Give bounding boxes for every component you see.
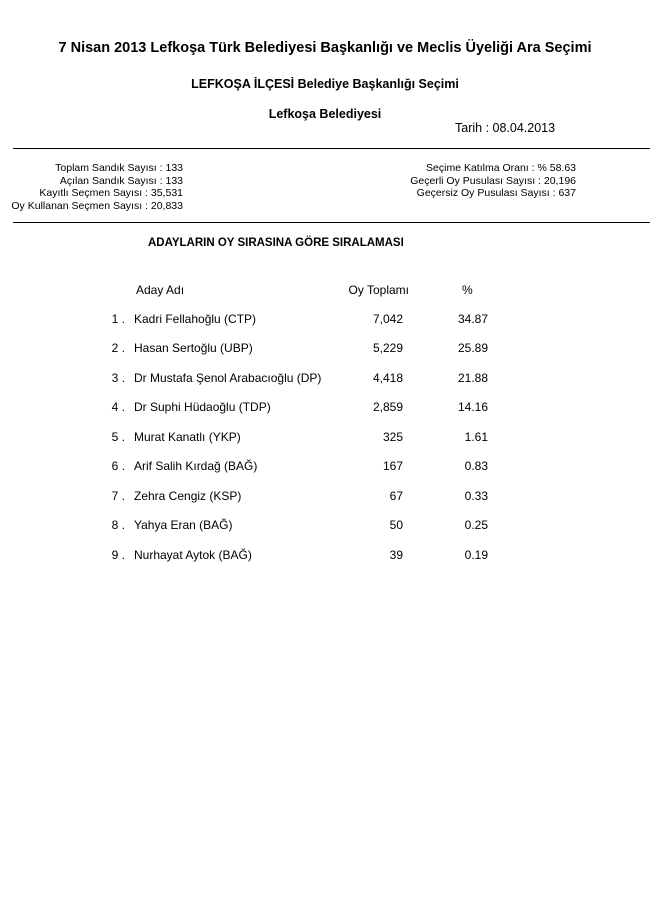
row-rank: 6 . [111,459,125,473]
row-candidate: Nurhayat Aytok (BAĞ) [134,548,252,562]
row-candidate: Kadri Fellahoğlu (CTP) [134,312,257,326]
election-type: Belediye Başkanlığı Seçimi [297,77,459,91]
middle-divider [13,222,650,223]
table-row [0,312,650,330]
row-candidate: Arif Salih Kırdağ (BAĞ) [134,459,258,473]
row-candidate: Dr Mustafa Şenol Arabacıoğlu (DP) [134,371,322,385]
row-percent: 0.83 [464,459,488,473]
stat-invalid-ballots: Geçersiz Oy Pusulası Sayısı : 637 [416,187,576,199]
row-votes: 50 [389,518,403,532]
row-percent: 34.87 [457,312,488,326]
row-votes: 4,418 [372,371,403,385]
ranking-title: ADAYLARIN OY SIRASINA GÖRE SIRALAMASI [148,237,404,249]
col-header-votes: Oy Toplamı [348,283,409,297]
row-percent: 25.89 [457,341,488,355]
stat-valid-ballots: Geçerli Oy Pusulası Sayısı : 20,196 [410,174,576,187]
row-rank: 2 . [111,341,125,355]
row-candidate: Zehra Cengiz (KSP) [134,489,242,503]
table-row [0,489,650,507]
stat-registered-voters: Kayıtlı Seçmen Sayısı : 35,531 [39,187,183,199]
col-header-name: Aday Adı [136,283,185,297]
stats-right-block [410,162,576,200]
row-percent: 0.33 [464,489,488,503]
row-votes: 39 [389,548,403,562]
report-date: Tarih : 08.04.2013 [455,121,556,135]
stat-total-boxes: Toplam Sandık Sayısı : 133 [55,162,183,174]
row-candidate: Murat Kanatlı (YKP) [134,430,241,444]
top-divider [13,148,650,149]
row-votes: 67 [389,489,403,503]
row-percent: 21.88 [457,371,488,385]
row-percent: 14.16 [457,400,488,414]
election-subtitle [0,77,650,91]
municipality-name: Lefkoşa Belediyesi [268,107,382,121]
stats-left-block [11,162,183,212]
row-votes: 2,859 [372,400,403,414]
row-percent: 0.19 [464,548,488,562]
row-rank: 3 . [111,371,125,385]
row-votes: 7,042 [372,312,403,326]
row-rank: 9 . [111,548,125,562]
document-title: 7 Nisan 2013 Lefkoşa Türk Belediyesi Başkanlığı ve Meclis Üyeliği Ara Seçimi [58,40,592,56]
table-row [0,548,650,566]
stat-voters-voted: Oy Kullanan Seçmen Sayısı : 20,833 [11,199,183,212]
row-votes: 325 [382,430,403,444]
row-candidate: Dr Suphi Hüdaoğlu (TDP) [134,400,271,414]
row-rank: 1 . [111,312,125,326]
row-rank: 8 . [111,518,125,532]
table-row [0,341,650,359]
row-rank: 4 . [111,400,125,414]
col-header-percent: % [462,283,473,297]
row-percent: 0.25 [464,518,488,532]
table-row [0,459,650,477]
table-row [0,430,650,448]
table-row [0,371,650,389]
row-percent: 1.61 [464,430,488,444]
row-candidate: Yahya Eran (BAĞ) [134,518,233,532]
table-row [0,400,650,418]
district-name: LEFKOŞA İLÇESİ [191,77,295,91]
row-votes: 167 [382,459,403,473]
table-row [0,518,650,536]
row-votes: 5,229 [372,341,403,355]
stat-turnout: Seçime Katılma Oranı : % 58.63 [426,162,576,174]
row-candidate: Hasan Sertoğlu (UBP) [134,341,253,355]
stat-opened-boxes: Açılan Sandık Sayısı : 133 [59,174,183,187]
row-rank: 5 . [111,430,125,444]
row-rank: 7 . [111,489,125,503]
